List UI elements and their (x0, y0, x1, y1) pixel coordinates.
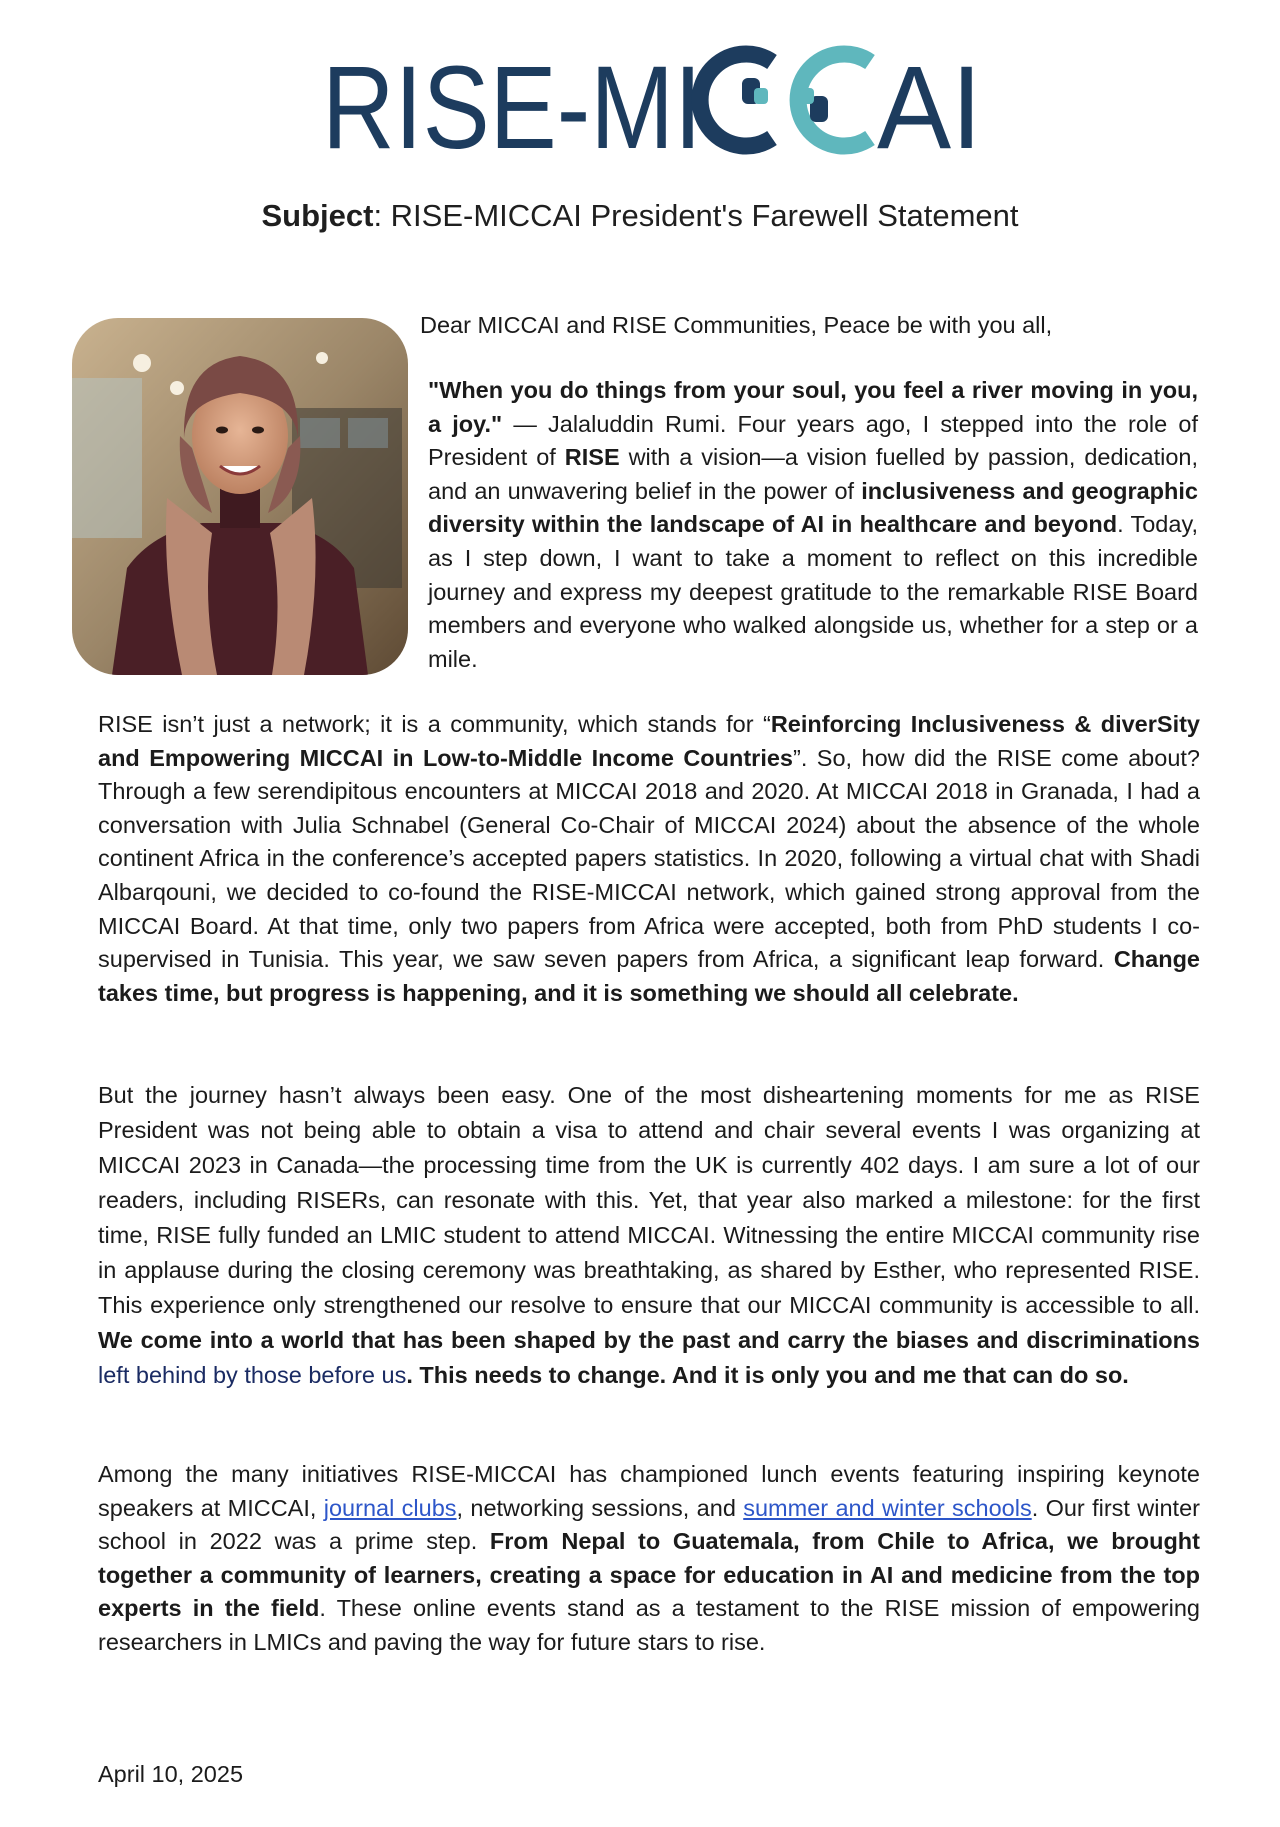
document-date: April 10, 2025 (98, 1761, 244, 1787)
greeting-line: Dear MICCAI and RISE Communities, Peace be with you all, (420, 312, 1053, 338)
p3-text-2: , networking sessions, and (456, 1494, 744, 1521)
logo-c-teal-icon (798, 54, 870, 146)
p1-bold-acronym: Reinforcing Inclusiveness & diverSity and Empowering MICCAI in Low-to-Middle Income Countries (98, 711, 1200, 771)
p3-text-3: . Our first winter school in 2022 was a prime step. (98, 1494, 1200, 1555)
journal-clubs-link[interactable]: journal clubs (323, 1494, 457, 1521)
p2-text-1: But the journey hasn’t always been easy. One of the most disheartening moments for me as RISE President was not being able to obtain a visa to attend and chair several events I was organizing at MICCAI 2023 in Canada—the processing time from the UK is currently 402 days. I am sure a lot of our readers, including RISERs, can resonate with this. Yet, that year also marked a milestone: for the first time, RISE fully funded an LMIC student to attend MICCAI. Witnessing the entire MICCAI community rise in applause during the closing ceremony was breathtaking, as shared by Esther, who represented RISE. This experience only strengthened our resolve to ensure that our MICCAI community is accessible to all. (98, 1082, 1200, 1318)
p2-bold-1: We come into a world that has been shaped by the past and carry the biases and discriminations (98, 1327, 1200, 1353)
logo-text-left: RISE-MI (322, 42, 702, 160)
p1-text-1: RISE isn’t just a network; it is a community, which stands for “ (98, 711, 771, 737)
intro-paragraph (428, 374, 1198, 676)
intro-text-1: — Jalaluddin Rumi. Four years ago, I stepped into the role of President of (428, 410, 1198, 471)
p2-bold-2: . This needs to change. And it is only you and me that can do so. (406, 1362, 1129, 1388)
paragraph-rise-origin (98, 708, 1200, 1010)
subject-text: : RISE-MICCAI President's Farewell Statement (373, 198, 1019, 233)
portrait-photo (72, 318, 408, 675)
logo-c-navy-icon (700, 54, 772, 146)
subject-label: Subject (261, 198, 374, 233)
intro-text-2: with a vision—a vision fuelled by passion, dedication, and an unwavering belief in the power of (428, 444, 1199, 504)
rumi-quote: "When you do things from your soul, you feel a river moving in you, a joy." (428, 377, 1198, 437)
logo-text-right: AI (877, 42, 982, 160)
intro-bold-inclusiveness: inclusiveness and geographic diversity within the landscape of AI in healthcare and beyond (428, 477, 1198, 538)
rise-miccai-logo (322, 40, 982, 160)
p3-bold-community: From Nepal to Guatemala, from Chile to Africa, we brought together a community of learners, creating a space for education in AI and medicine from the top experts in the field (98, 1528, 1200, 1622)
intro-text-3: . Today, as I step down, I want to take a moment to reflect on this incredible journey and express my deepest gratitude to the remarkable RISE Board members and everyone who walked alongside us, whether for a step or a mile. (428, 511, 1198, 672)
paragraph-visa-journey (98, 1078, 1200, 1393)
p1-bold-change: Change takes time, but progress is happening, and it is something we should all celebrate. (98, 946, 1200, 1006)
p2-navy-phrase: left behind by those before us (98, 1362, 407, 1388)
p1-text-2: ”. So, how did the RISE come about? Through a few serendipitous encounters at MICCAI 2018 and 2020. At MICCAI 2018 in Granada, I had a conversation with Julia Schnabel (General Co-Chair of MICCAI 2024) about the absence of the whole continent Africa in the conference’s accepted papers statistics. In 2020, following a virtual chat with Shadi Albarqouni, we decided to co-found the RISE-MICCAI network, which gained strong approval from the MICCAI Board. At that time, only two papers from Africa were accepted, both from PhD students I co-supervised in Tunisia. This year, we saw seven papers from Africa, a significant leap forward. (98, 744, 1200, 973)
subject-line (0, 198, 1280, 234)
p3-text-1: Among the many initiatives RISE-MICCAI has championed lunch events featuring inspiring keynote speakers at MICCAI, (98, 1461, 1200, 1521)
p3-text-4: . These online events stand as a testament to the RISE mission of empowering researchers in LMICs and paving the way for future stars to rise. (98, 1595, 1200, 1655)
intro-bold-rise: RISE (564, 444, 620, 471)
summer-winter-schools-link[interactable]: summer and winter schools (743, 1494, 1032, 1521)
paragraph-initiatives (98, 1458, 1200, 1660)
